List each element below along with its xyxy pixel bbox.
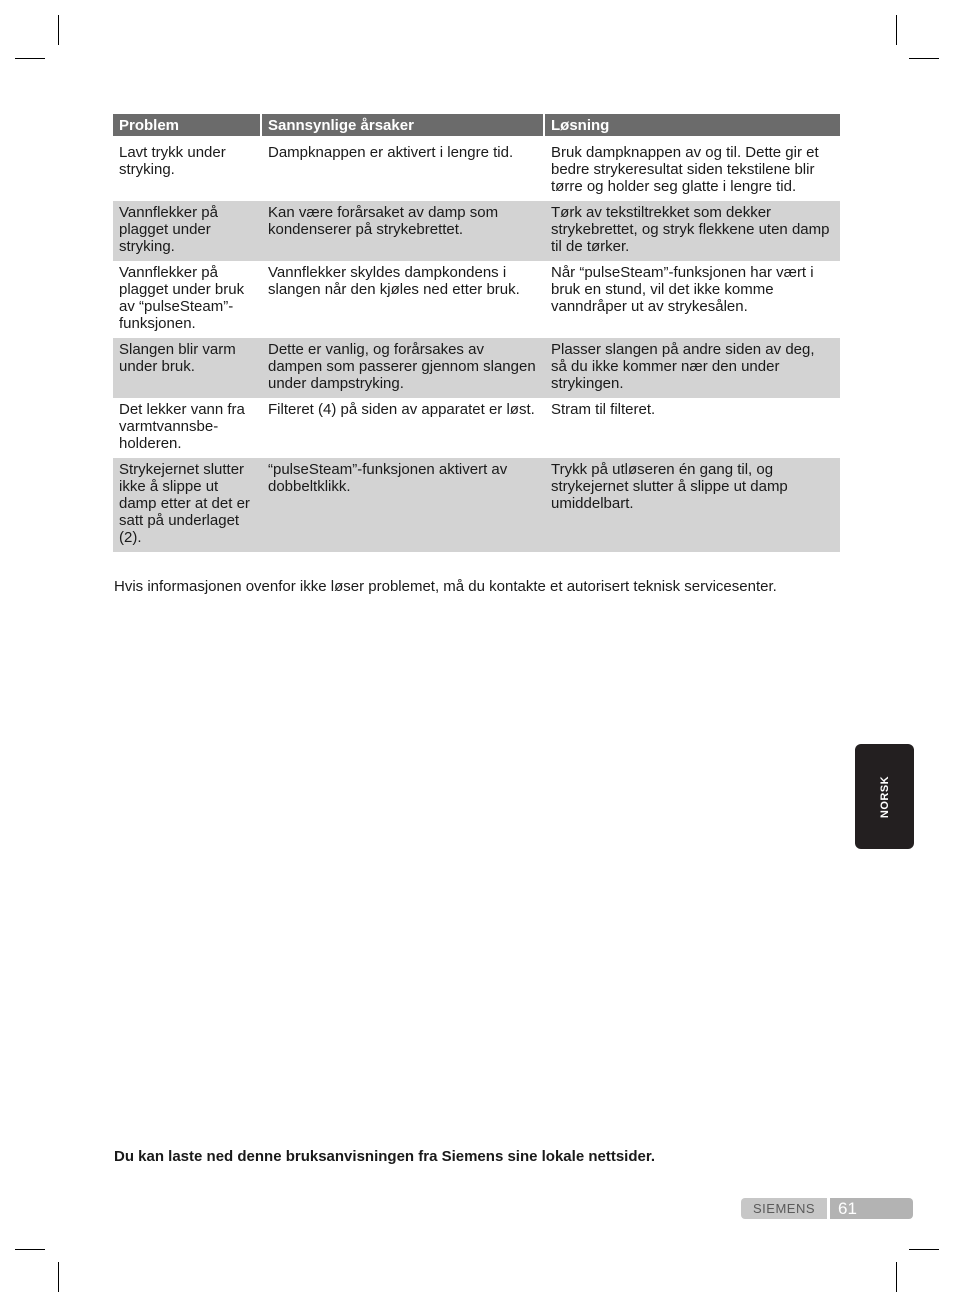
cause-cell: Filteret (4) på siden av apparatet er løst. <box>268 401 535 418</box>
cause-cell: Vannflekker skyldes dampkondens i slangen når den kjøles ned etter bruk. <box>268 264 520 298</box>
download-notice: Du kan laste ned denne bruksanvisningen fra Siemens sine lokale nettsider. <box>114 1148 656 1165</box>
problem-cell: Vannflekker på plagget under stryking. <box>113 201 260 261</box>
table-row <box>113 338 840 398</box>
cause-cell: Kan være forårsaket av damp som kondenserer på strykebrettet. <box>260 201 543 261</box>
problem-cell: Slangen blir varm under bruk. <box>113 338 260 398</box>
table-row <box>113 398 840 458</box>
problem-cell: Lavt trykk under stryking. <box>119 144 226 178</box>
solution-cell: Trykk på utløseren én gang til, og strykejernet slutter å slippe ut damp umiddelbart. <box>543 458 840 552</box>
table-row <box>113 261 840 338</box>
solution-cell: Stram til filteret. <box>551 401 656 418</box>
table-header-row <box>113 114 840 141</box>
problem-cell: Vannflekker på plagget under bruk av “pulseSteam”-funksjonen. <box>119 264 245 332</box>
column-header-solution: Løsning <box>543 114 840 141</box>
problem-cell: Strykejernet slutter ikke å slippe ut damp etter at det er satt på underlaget (2). <box>113 458 260 552</box>
table-row <box>113 458 840 552</box>
cause-cell: “pulseSteam”-funksjonen aktivert av dobbeltklikk. <box>260 458 543 552</box>
crop-mark <box>896 1262 897 1292</box>
crop-mark <box>15 58 45 59</box>
solution-cell: Bruk dampknappen av og til. Dette gir et bedre strykeresultat siden tekstilene blir tørre og holder seg glatte i lengre tid. <box>551 144 819 195</box>
crop-mark <box>909 58 939 59</box>
solution-cell: Når “pulseSteam”-funksjonen har vært i bruk en stund, vil det ikke komme vanndråper ut av strykesålen. <box>551 264 814 315</box>
crop-mark <box>896 15 897 45</box>
solution-cell: Tørk av tekstiltrekket som dekker strykebrettet, og stryk flekkene uten damp til de tørker. <box>543 201 840 261</box>
crop-mark <box>15 1249 45 1250</box>
page-number: 61 <box>830 1198 913 1219</box>
support-note: Hvis informasjonen ovenfor ikke løser problemet, må du kontakte et autorisert teknisk servicesenter. <box>114 578 777 595</box>
crop-mark <box>58 1262 59 1292</box>
crop-mark <box>58 15 59 45</box>
language-label: NORSK <box>878 775 891 818</box>
problem-cell: Det lekker vann fra varmtvannsbe-holderen. <box>119 401 245 452</box>
column-header-problem: Problem <box>113 114 260 141</box>
language-tab <box>855 744 914 849</box>
cause-cell: Dette er vanlig, og forårsakes av dampen som passerer gjennom slangen under dampstryking. <box>260 338 543 398</box>
troubleshooting-table <box>113 114 840 552</box>
table-row <box>113 141 840 201</box>
cause-cell: Dampknappen er aktivert i lengre tid. <box>268 144 514 161</box>
column-header-cause: Sannsynlige årsaker <box>260 114 543 141</box>
footer-brand: SIEMENS <box>741 1198 827 1219</box>
table-row <box>113 201 840 261</box>
crop-mark <box>909 1249 939 1250</box>
solution-cell: Plasser slangen på andre siden av deg, så du ikke kommer nær den under strykingen. <box>543 338 840 398</box>
